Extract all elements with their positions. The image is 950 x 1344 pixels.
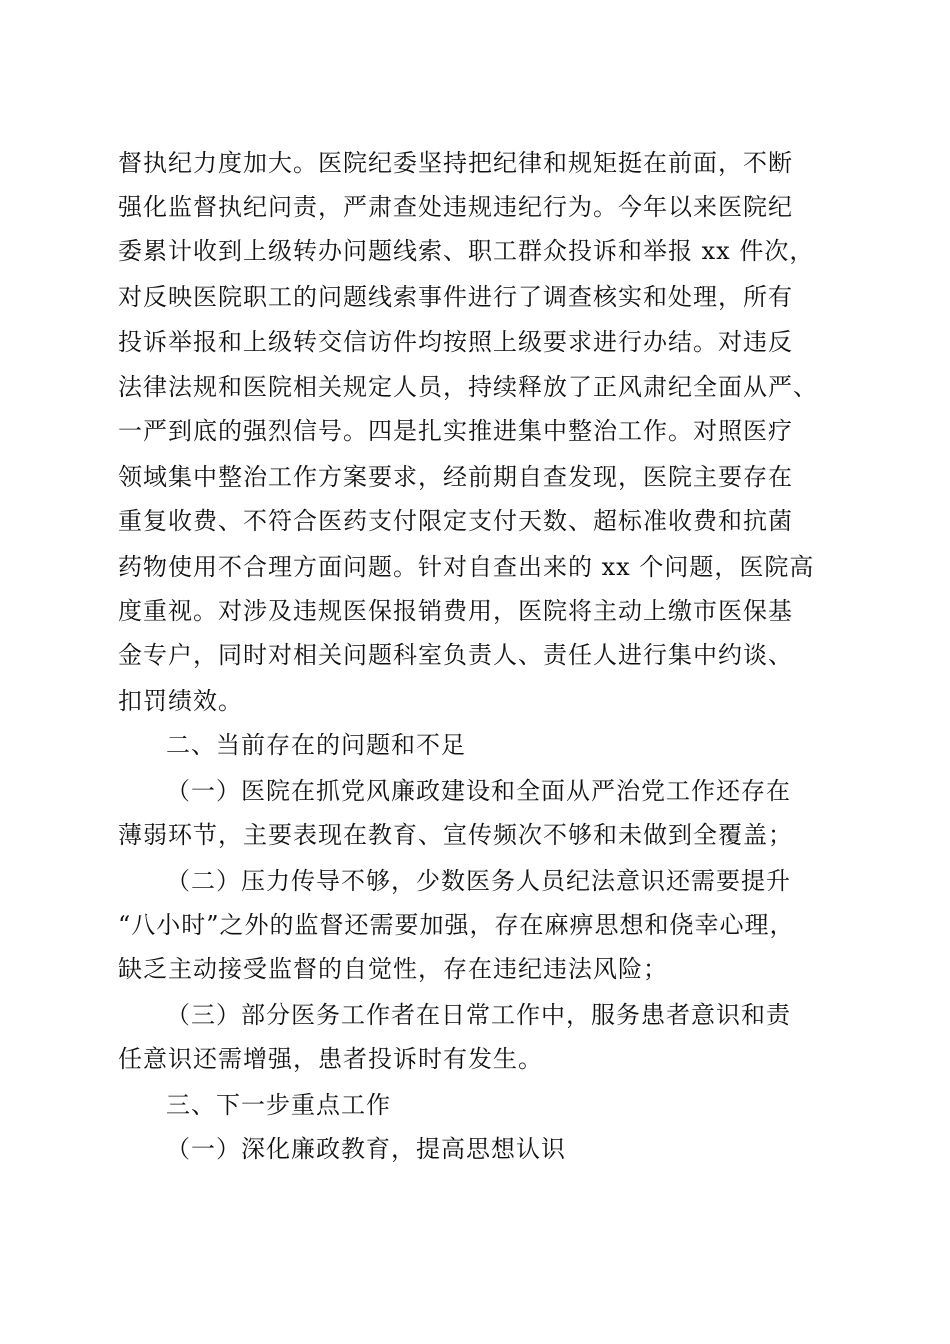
list-item-line: （一）深化廉政教育，提高思想认识 [166,1135,566,1163]
section-heading: 三、下一步重点工作 [166,1091,391,1119]
paragraph-line: 领域集中整治工作方案要求，经前期自查发现，医院主要存在 [118,463,793,491]
paragraph-line: 投诉举报和上级转交信访件均按照上级要求进行办结。对违反 [118,328,793,356]
paragraph-line: 强化监督执纪问责，严肃查处违规违纪行为。今年以来医院纪 [118,193,793,221]
list-item-line: （一）医院在抓党风廉政建设和全面从严治党工作还存在 [166,777,791,805]
paragraph-line: 度重视。对涉及违规医保报销费用，医院将主动上缴市医保基 [118,597,793,625]
list-item-line: “八小时”之外的监督还需要加强，存在麻痹思想和侥幸心理， [118,911,795,939]
list-item-line: （三）部分医务工作者在日常工作中，服务患者意识和责 [166,1001,791,1029]
section-heading: 二、当前存在的问题和不足 [166,731,466,759]
paragraph-line: 重复收费、不符合医药支付限定支付天数、超标准收费和抗菌 [118,507,793,535]
paragraph-line: 一严到底的强烈信号。四是扎实推进集中整治工作。对照医疗 [118,417,793,445]
paragraph-line: 金专户，同时对相关问题科室负责人、责任人进行集中约谈、 [118,641,793,669]
paragraph-line: 法律法规和医院相关规定人员，持续释放了正风肃纪全面从严、 [118,373,818,401]
list-item-line: 缺乏主动接受监督的自觉性，存在违纪违法风险； [118,955,668,983]
paragraph-line: 对反映医院职工的问题线索事件进行了调查核实和处理，所有 [118,283,793,311]
list-item-line: 薄弱环节，主要表现在教育、宣传频次不够和未做到全覆盖； [118,821,793,849]
list-item-line: 任意识还需增强，患者投诉时有发生。 [118,1045,543,1073]
paragraph-line: 督执纪力度加大。医院纪委坚持把纪律和规矩挺在前面，不断 [118,149,793,177]
paragraph-line: 委累计收到上级转办问题线索、职工群众投诉和举报 xx 件次， [118,237,815,265]
list-item-line: （二）压力传导不够，少数医务人员纪法意识还需要提升 [166,867,791,895]
paragraph-line: 扣罚绩效。 [118,687,243,715]
paragraph-line: 药物使用不合理方面问题。针对自查出来的 xx 个问题，医院高 [118,553,815,581]
